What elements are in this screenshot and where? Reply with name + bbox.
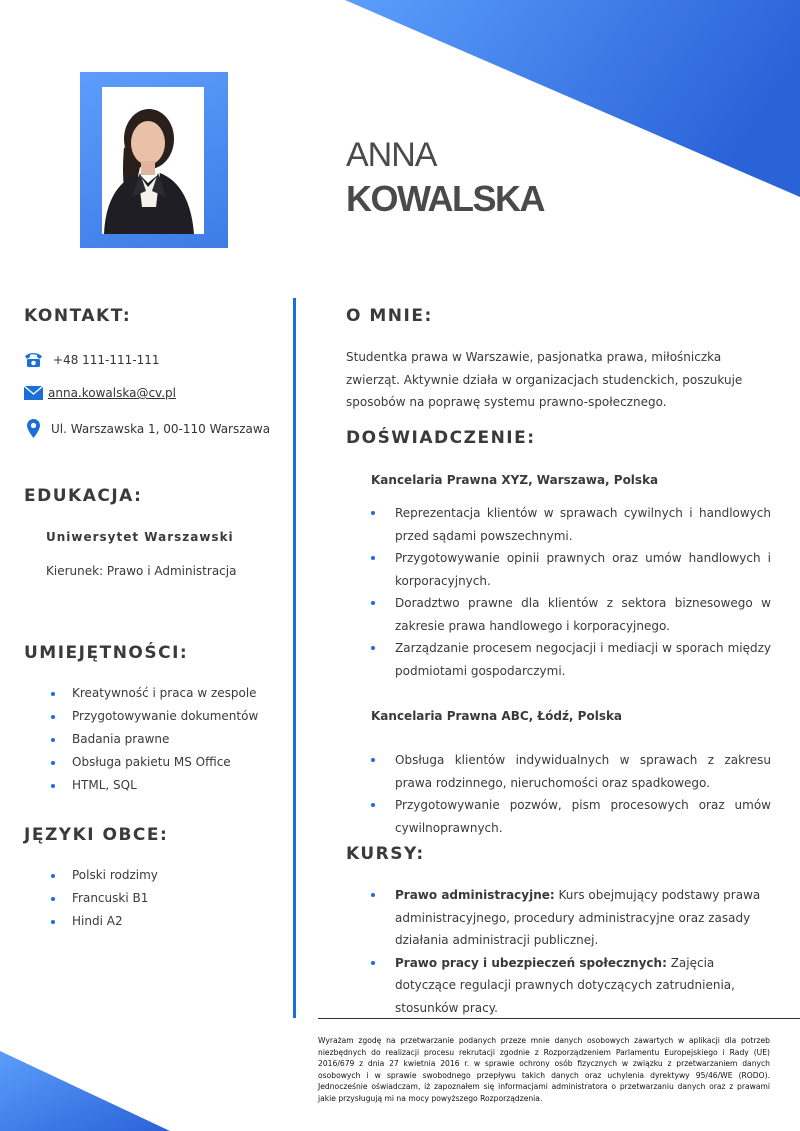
languages-list	[48, 864, 158, 933]
job-company: Kancelaria Prawna ABC, Łódź, Polska	[371, 709, 623, 723]
last-name: KOWALSKA	[346, 178, 544, 219]
first-name: ANNA	[346, 136, 437, 174]
list-item: Zarządzanie procesem negocjacji i mediacji w sporach między podmiotami gospodarczymi.	[395, 637, 771, 682]
email-link[interactable]: anna.kowalska@cv.pl	[48, 386, 176, 400]
contact-phone-row	[24, 351, 160, 368]
list-item: Przygotowywanie pozwów, pism procesowych oraz umów cywilnoprawnych.	[395, 794, 771, 839]
courses-heading: KURSY:	[346, 844, 425, 864]
profile-photo	[102, 87, 204, 234]
bottom-left-gradient-shape	[0, 1051, 170, 1131]
gdpr-consent-clause: Wyrażam zgodę na przetwarzanie podanych przeze mnie danych osobowych zawartych w aplikacji dla potrzeb niezbędnych do realizacji procesu rekrutacji zgodnie z Rozporządzeniem Parlamentu Europejskiego i Rady (UE) 2016/679 z dnia 27 kwietnia 2016 r. w sprawie ochrony osób fizycznych w związku z przetwarzaniem danych osobowych i w sprawie swobodnego przepływu takich danych oraz uchylenia dyrektywy 95/46/WE (RODO). Jednocześnie oświadczam, iż zapoznałem się informacjami administratora o przetwarzaniu danych oraz z prawami jakie przysługują mi na mocy powyższego Rozporządzenia.	[318, 1036, 770, 1103]
list-item: Obsługa pakietu MS Office	[48, 751, 258, 774]
languages-heading: JĘZYKI OBCE:	[24, 825, 169, 845]
list-item: Przygotowywanie dokumentów	[48, 705, 258, 728]
course-title: Prawo administracyjne:	[395, 888, 555, 902]
phone-icon	[24, 351, 43, 368]
job-duties-list	[395, 502, 771, 682]
list-item: Francuski B1	[48, 887, 158, 910]
job-company: Kancelaria Prawna XYZ, Warszawa, Polska	[371, 473, 659, 487]
list-item: Przygotowywanie opinii prawnych oraz umów handlowych i korporacyjnych.	[395, 547, 771, 592]
phone-number[interactable]: +48 111-111-111	[53, 352, 160, 367]
course-item	[395, 884, 771, 952]
contact-email-row	[24, 386, 176, 400]
course-description: Zajęcia dotyczące regulacji prawnych dotyczących zatrudnienia, stosunków pracy.	[395, 955, 735, 1015]
contact-heading: KONTAKT:	[24, 306, 132, 326]
course-item	[395, 952, 771, 1020]
school-major: Kierunek: Prawo i Administracja	[46, 564, 237, 578]
course-title: Prawo pracy i ubezpieczeń społecznych:	[395, 955, 667, 970]
course-description: Kurs obejmujący podstawy prawa administracyjnego, procedury administracyjne oraz zasady działania administracji publicznej.	[395, 888, 761, 947]
list-item: Hindi A2	[48, 910, 158, 933]
list-item: Polski rodzimy	[48, 864, 158, 887]
skills-list	[48, 682, 258, 797]
address-text: Ul. Warszawska 1, 00-110 Warszawa	[51, 421, 271, 436]
list-item: Reprezentacja klientów w sprawach cywilnych i handlowych przed sądami powszechnymi.	[395, 502, 771, 547]
school-name: Uniwersytet Warszawski	[46, 530, 234, 544]
location-pin-icon	[27, 419, 40, 438]
column-divider	[293, 298, 296, 1018]
person-portrait-icon	[102, 87, 204, 234]
education-heading: EDUKACJA:	[24, 486, 143, 506]
profile-photo-frame	[80, 72, 228, 248]
courses-list	[395, 884, 771, 1019]
footer-rule	[318, 1018, 800, 1019]
contact-address-row	[27, 419, 270, 438]
list-item: Doradztwo prawne dla klientów z sektora biznesowego w zakresie prawa handlowego i korporacyjnego.	[395, 592, 771, 637]
about-text: Studentka prawa w Warszawie, pasjonatka prawa, miłośniczka zwierząt. Aktywnie działa w organizacjach studenckich, poszukuje sposobów na poprawę systemu prawno-społecznego.	[346, 350, 743, 409]
job-duties-list	[395, 749, 771, 839]
list-item: Badania prawne	[48, 728, 258, 751]
about-heading: O MNIE:	[346, 306, 433, 326]
list-item: Kreatywność i praca w zespole	[48, 682, 258, 705]
envelope-icon	[24, 386, 43, 400]
list-item: Obsługa klientów indywidualnych w sprawach z zakresu prawa rodzinnego, nieruchomości oraz spadkowego.	[395, 749, 771, 794]
skills-heading: UMIEJĘTNOŚCI:	[24, 643, 189, 663]
experience-heading: DOŚWIADCZENIE:	[346, 428, 536, 448]
list-item: HTML, SQL	[48, 774, 258, 797]
